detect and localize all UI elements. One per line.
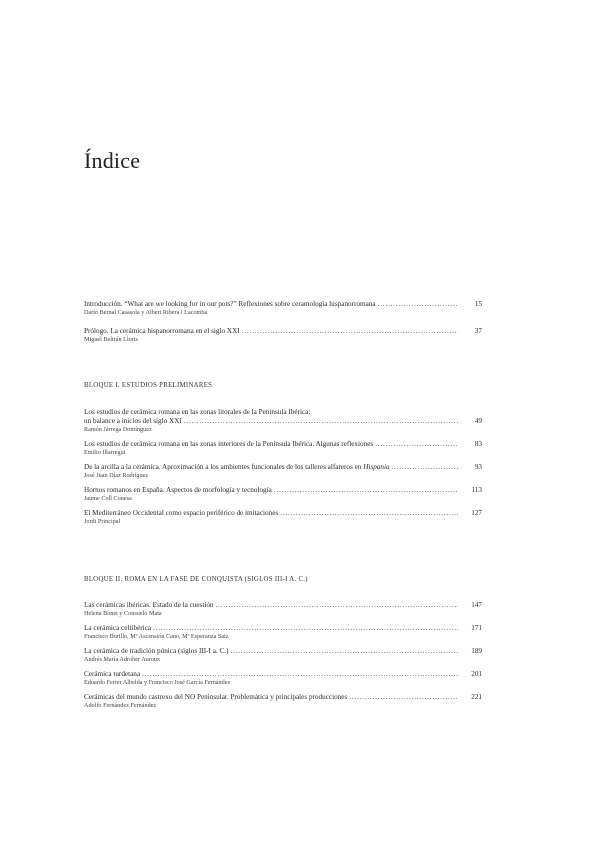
page-title: Índice <box>84 148 141 173</box>
dot-leader <box>392 463 458 472</box>
bloque2-list <box>84 601 482 710</box>
intro-list <box>84 300 482 344</box>
toc-entry[interactable] <box>84 327 482 344</box>
entry-title: un balance a inicios del siglo XXI <box>84 417 182 425</box>
entry-page: 221 <box>471 693 482 701</box>
entry-title: El Mediterráneo Occidental como espacio periférico de imitaciones <box>84 509 279 517</box>
section-heading: BLOQUE I. ESTUDIOS PRELIMINARES <box>84 382 213 389</box>
entry-title-italic: Hispania <box>363 463 390 471</box>
entry-title-line1: Los estudios de cerámica romana en las zonas litorales de la Península Ibérica: <box>84 408 311 416</box>
entry-page: 127 <box>471 509 482 517</box>
entry-title: De la arcilla a la cerámica. Aproximación a los ambientes funcionales de los talleres alfareros en Hispania <box>84 463 390 471</box>
toc-entry[interactable] <box>84 408 482 434</box>
toc-entry[interactable] <box>84 601 482 618</box>
toc-entry[interactable] <box>84 486 482 503</box>
entry-authors: Andrés María Adroher Auroux <box>84 656 161 663</box>
dot-leader <box>274 486 458 495</box>
entry-title: La cerámica celtibérica <box>84 624 152 632</box>
dot-leader <box>230 647 458 656</box>
entry-authors: Helena Bonet y Consuelo Mata <box>84 610 162 617</box>
entry-authors: Francisco Burillo, Mª Ascensión Cano, Mª Esperanza Saiz <box>84 633 229 640</box>
entry-authors: Jaume Coll Conesa <box>84 495 132 502</box>
entry-title: Hornos romanos en España. Aspectos de morfología y tecnología <box>84 486 272 494</box>
dot-leader <box>184 417 458 426</box>
entry-authors: Emilio Illarregui <box>84 449 126 456</box>
entry-authors: José Juan Díaz Rodríguez <box>84 472 149 479</box>
dot-leader <box>375 440 458 449</box>
entry-title: Cerámicas del mundo castrexo del NO Peninsular. Problemática y principales producciones <box>84 693 348 701</box>
entry-authors: Adolfo Fernández Fernández <box>84 702 157 709</box>
toc-entry[interactable] <box>84 670 482 687</box>
entry-authors: Eduardo Ferrer Albelda y Francisco José García Fernández <box>84 679 231 686</box>
entry-title: Los estudios de cerámica romana en las zonas interiores de la Península Ibérica. Algunas reflexiones <box>84 440 374 448</box>
entry-authors: Miguel Beltrán Lloris <box>84 336 138 343</box>
entry-page: 15 <box>474 300 482 308</box>
toc-entry[interactable] <box>84 463 482 480</box>
toc-entry[interactable] <box>84 300 482 317</box>
toc-entry[interactable] <box>84 624 482 641</box>
section-heading: BLOQUE II. ROMA EN LA FASE DE CONQUISTA (SIGLOS III-I A. C.) <box>84 576 308 583</box>
entry-title: Las cerámicas ibéricas. Estado de la cuestión <box>84 601 214 609</box>
entry-page: 171 <box>471 624 482 632</box>
dot-leader <box>216 601 458 610</box>
entry-title: Prólogo. La cerámica hispanorromana en el siglo XXI <box>84 327 240 335</box>
bloque1-list <box>84 408 482 526</box>
dot-leader <box>242 327 458 336</box>
dot-leader <box>280 509 458 518</box>
entry-page: 113 <box>471 486 482 494</box>
entry-authors: Jordi Principal <box>84 518 121 525</box>
entry-authors: Darío Bernal Casasola y Albert Ribera i Lacomba <box>84 309 208 316</box>
toc-entry[interactable] <box>84 509 482 526</box>
entry-page: 189 <box>471 647 482 655</box>
dot-leader <box>378 300 458 309</box>
dot-leader <box>142 670 458 679</box>
entry-page: 147 <box>471 601 482 609</box>
toc-entry[interactable] <box>84 440 482 457</box>
entry-page: 49 <box>474 417 482 425</box>
entry-title: Introducción. “What are we looking for in our pots?” Reflexiones sobre ceramología hispanorromana <box>84 300 376 308</box>
entry-page: 93 <box>474 463 482 471</box>
entry-authors: Ramón Járrega Domínguez <box>84 426 152 433</box>
dot-leader <box>153 624 458 633</box>
toc-entry[interactable] <box>84 647 482 664</box>
toc-entry[interactable] <box>84 693 482 710</box>
entry-page: 201 <box>471 670 482 678</box>
dot-leader <box>349 693 458 702</box>
entry-page: 37 <box>474 327 482 335</box>
entry-page: 83 <box>474 440 482 448</box>
entry-title: Cerámica turdetana <box>84 670 141 678</box>
entry-title: La cerámica de tradición púnica (siglos III-I a. C.) <box>84 647 229 655</box>
